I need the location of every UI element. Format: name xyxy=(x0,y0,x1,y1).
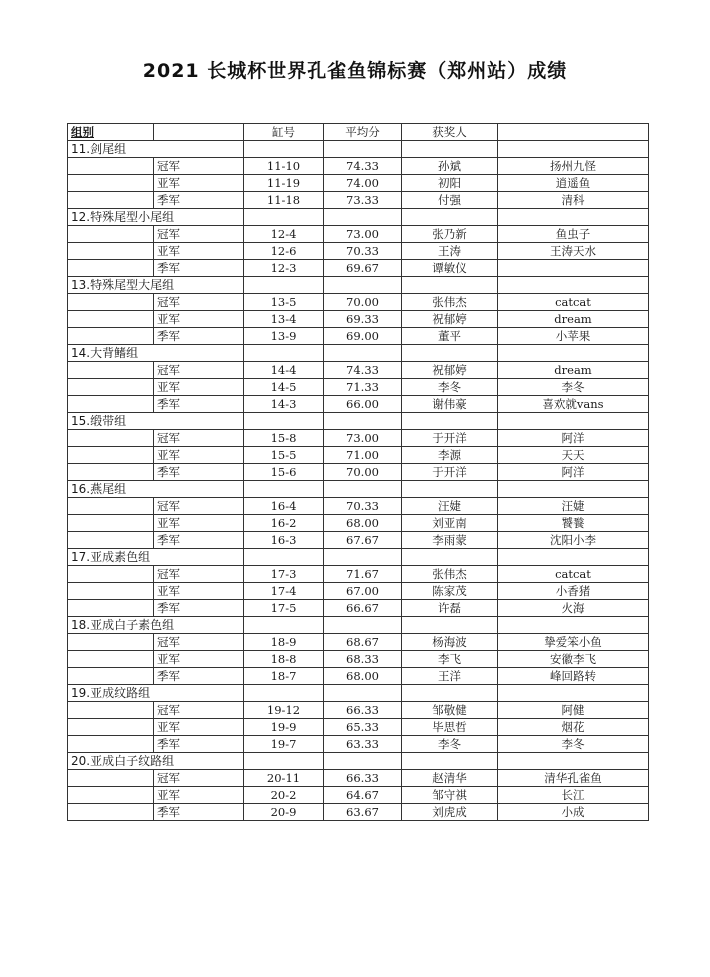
group-spacer-winner xyxy=(402,617,498,634)
indent-cell xyxy=(68,362,154,379)
place-label: 季军 xyxy=(154,532,244,549)
group-spacer-tank xyxy=(244,345,324,362)
group-row xyxy=(68,277,649,294)
group-spacer-score xyxy=(324,753,402,770)
indent-cell xyxy=(68,532,154,549)
group-spacer-score xyxy=(324,413,402,430)
result-row xyxy=(68,583,649,600)
place-label: 季军 xyxy=(154,736,244,753)
result-row xyxy=(68,396,649,413)
place-label: 亚军 xyxy=(154,175,244,192)
result-row xyxy=(68,226,649,243)
winner-name: 张乃新 xyxy=(402,226,498,243)
result-row xyxy=(68,294,649,311)
winner-name: 李冬 xyxy=(402,736,498,753)
group-spacer-winner xyxy=(402,345,498,362)
winner-name: 谭敏仪 xyxy=(402,260,498,277)
place-label: 亚军 xyxy=(154,583,244,600)
group-spacer-nick xyxy=(498,549,649,566)
group-spacer-score xyxy=(324,345,402,362)
place-label: 季军 xyxy=(154,260,244,277)
winner-nickname: 清华孔雀鱼 xyxy=(498,770,649,787)
result-row xyxy=(68,651,649,668)
tank-number: 20-11 xyxy=(244,770,324,787)
header-tank: 缸号 xyxy=(244,124,324,141)
place-label: 季军 xyxy=(154,396,244,413)
place-label: 季军 xyxy=(154,668,244,685)
indent-cell xyxy=(68,702,154,719)
tank-number: 15-5 xyxy=(244,447,324,464)
indent-cell xyxy=(68,566,154,583)
result-row xyxy=(68,566,649,583)
winner-nickname: 阿洋 xyxy=(498,464,649,481)
result-row xyxy=(68,634,649,651)
group-row xyxy=(68,549,649,566)
tank-number: 17-5 xyxy=(244,600,324,617)
average-score: 70.00 xyxy=(324,464,402,481)
average-score: 66.33 xyxy=(324,702,402,719)
winner-nickname: 扬州九怪 xyxy=(498,158,649,175)
group-name: 14.大背鳍组 xyxy=(68,345,244,362)
average-score: 68.00 xyxy=(324,515,402,532)
page-title: 2021 长城杯世界孔雀鱼锦标赛（郑州站）成绩 xyxy=(142,60,568,82)
winner-nickname: 饕餮 xyxy=(498,515,649,532)
winner-name: 谢伟豪 xyxy=(402,396,498,413)
average-score: 65.33 xyxy=(324,719,402,736)
indent-cell xyxy=(68,243,154,260)
result-row xyxy=(68,192,649,209)
place-label: 冠军 xyxy=(154,158,244,175)
winner-name: 毕思哲 xyxy=(402,719,498,736)
group-spacer-score xyxy=(324,481,402,498)
indent-cell xyxy=(68,787,154,804)
group-row xyxy=(68,141,649,158)
place-label: 亚军 xyxy=(154,719,244,736)
results-table xyxy=(67,123,649,821)
group-spacer-winner xyxy=(402,277,498,294)
indent-cell xyxy=(68,651,154,668)
result-row xyxy=(68,515,649,532)
header-score: 平均分 xyxy=(324,124,402,141)
winner-name: 陈家茂 xyxy=(402,583,498,600)
group-row xyxy=(68,481,649,498)
winner-name: 张伟杰 xyxy=(402,294,498,311)
group-name: 19.亚成纹路组 xyxy=(68,685,244,702)
result-row xyxy=(68,362,649,379)
winner-name: 王洋 xyxy=(402,668,498,685)
group-name: 16.燕尾组 xyxy=(68,481,244,498)
indent-cell xyxy=(68,158,154,175)
tank-number: 16-4 xyxy=(244,498,324,515)
result-row xyxy=(68,668,649,685)
place-label: 季军 xyxy=(154,192,244,209)
winner-name: 李源 xyxy=(402,447,498,464)
average-score: 68.00 xyxy=(324,668,402,685)
group-spacer-nick xyxy=(498,277,649,294)
result-row xyxy=(68,175,649,192)
header-group: 组别 xyxy=(68,124,154,141)
tank-number: 19-7 xyxy=(244,736,324,753)
tank-number: 12-3 xyxy=(244,260,324,277)
results-table-body xyxy=(68,124,649,821)
result-row xyxy=(68,260,649,277)
winner-name: 祝郁婷 xyxy=(402,311,498,328)
tank-number: 12-4 xyxy=(244,226,324,243)
tank-number: 13-4 xyxy=(244,311,324,328)
winner-nickname: 挚爱笨小鱼 xyxy=(498,634,649,651)
winner-name: 邹敬健 xyxy=(402,702,498,719)
winner-nickname: catcat xyxy=(498,566,649,583)
winner-name: 李雨蒙 xyxy=(402,532,498,549)
winner-name: 李冬 xyxy=(402,379,498,396)
average-score: 71.33 xyxy=(324,379,402,396)
place-label: 冠军 xyxy=(154,362,244,379)
winner-nickname: catcat xyxy=(498,294,649,311)
group-name: 18.亚成白子素色组 xyxy=(68,617,244,634)
winner-name: 李飞 xyxy=(402,651,498,668)
place-label: 亚军 xyxy=(154,379,244,396)
tank-number: 12-6 xyxy=(244,243,324,260)
group-row xyxy=(68,685,649,702)
indent-cell xyxy=(68,736,154,753)
average-score: 70.00 xyxy=(324,294,402,311)
average-score: 63.67 xyxy=(324,804,402,821)
tank-number: 16-2 xyxy=(244,515,324,532)
average-score: 66.67 xyxy=(324,600,402,617)
winner-nickname: 阿健 xyxy=(498,702,649,719)
group-row xyxy=(68,413,649,430)
indent-cell xyxy=(68,770,154,787)
group-spacer-score xyxy=(324,277,402,294)
place-label: 亚军 xyxy=(154,787,244,804)
indent-cell xyxy=(68,668,154,685)
result-row xyxy=(68,804,649,821)
winner-name: 杨海波 xyxy=(402,634,498,651)
group-row xyxy=(68,209,649,226)
average-score: 70.33 xyxy=(324,498,402,515)
group-spacer-nick xyxy=(498,413,649,430)
group-spacer-score xyxy=(324,141,402,158)
group-name: 15.缎带组 xyxy=(68,413,244,430)
average-score: 68.33 xyxy=(324,651,402,668)
tank-number: 17-3 xyxy=(244,566,324,583)
header-winner: 获奖人 xyxy=(402,124,498,141)
winner-nickname: 小香猪 xyxy=(498,583,649,600)
average-score: 69.67 xyxy=(324,260,402,277)
tank-number: 14-3 xyxy=(244,396,324,413)
header-place xyxy=(154,124,244,141)
indent-cell xyxy=(68,294,154,311)
tank-number: 20-2 xyxy=(244,787,324,804)
indent-cell xyxy=(68,719,154,736)
tank-number: 13-5 xyxy=(244,294,324,311)
group-spacer-nick xyxy=(498,685,649,702)
tank-number: 11-19 xyxy=(244,175,324,192)
average-score: 63.33 xyxy=(324,736,402,753)
average-score: 66.33 xyxy=(324,770,402,787)
table-header-row xyxy=(68,124,649,141)
average-score: 67.67 xyxy=(324,532,402,549)
indent-cell xyxy=(68,447,154,464)
winner-name: 许磊 xyxy=(402,600,498,617)
tank-number: 18-8 xyxy=(244,651,324,668)
winner-name: 刘亚南 xyxy=(402,515,498,532)
group-spacer-tank xyxy=(244,617,324,634)
indent-cell xyxy=(68,600,154,617)
tank-number: 18-7 xyxy=(244,668,324,685)
average-score: 68.67 xyxy=(324,634,402,651)
winner-nickname: 汪婕 xyxy=(498,498,649,515)
winner-nickname: dream xyxy=(498,362,649,379)
winner-name: 孙斌 xyxy=(402,158,498,175)
result-row xyxy=(68,311,649,328)
winner-name: 邹守祺 xyxy=(402,787,498,804)
winner-nickname: 小成 xyxy=(498,804,649,821)
tank-number: 11-10 xyxy=(244,158,324,175)
result-row xyxy=(68,787,649,804)
average-score: 66.00 xyxy=(324,396,402,413)
indent-cell xyxy=(68,311,154,328)
group-spacer-score xyxy=(324,549,402,566)
winner-nickname: 清科 xyxy=(498,192,649,209)
place-label: 季军 xyxy=(154,464,244,481)
result-row xyxy=(68,430,649,447)
winner-nickname: 鱼虫子 xyxy=(498,226,649,243)
group-spacer-winner xyxy=(402,753,498,770)
average-score: 64.67 xyxy=(324,787,402,804)
tank-number: 19-12 xyxy=(244,702,324,719)
winner-nickname: 李冬 xyxy=(498,379,649,396)
group-row xyxy=(68,753,649,770)
indent-cell xyxy=(68,328,154,345)
tank-number: 14-5 xyxy=(244,379,324,396)
group-name: 20.亚成白子纹路组 xyxy=(68,753,244,770)
average-score: 69.33 xyxy=(324,311,402,328)
result-row xyxy=(68,719,649,736)
place-label: 亚军 xyxy=(154,651,244,668)
winner-name: 于开洋 xyxy=(402,430,498,447)
winner-nickname: 王涛天水 xyxy=(498,243,649,260)
group-spacer-nick xyxy=(498,209,649,226)
place-label: 冠军 xyxy=(154,634,244,651)
result-row xyxy=(68,158,649,175)
winner-name: 于开洋 xyxy=(402,464,498,481)
group-spacer-nick xyxy=(498,141,649,158)
tank-number: 16-3 xyxy=(244,532,324,549)
tank-number: 11-18 xyxy=(244,192,324,209)
average-score: 73.00 xyxy=(324,226,402,243)
winner-nickname xyxy=(498,260,649,277)
winner-nickname: 逍遥鱼 xyxy=(498,175,649,192)
tank-number: 20-9 xyxy=(244,804,324,821)
result-row xyxy=(68,600,649,617)
result-row xyxy=(68,498,649,515)
winner-name: 赵清华 xyxy=(402,770,498,787)
winner-name: 王涛 xyxy=(402,243,498,260)
winner-nickname: dream xyxy=(498,311,649,328)
group-spacer-tank xyxy=(244,549,324,566)
average-score: 73.00 xyxy=(324,430,402,447)
group-spacer-score xyxy=(324,685,402,702)
winner-nickname: 沈阳小李 xyxy=(498,532,649,549)
group-spacer-nick xyxy=(498,481,649,498)
winner-nickname: 长江 xyxy=(498,787,649,804)
result-row xyxy=(68,243,649,260)
winner-name: 刘虎成 xyxy=(402,804,498,821)
indent-cell xyxy=(68,498,154,515)
group-spacer-nick xyxy=(498,753,649,770)
group-spacer-winner xyxy=(402,141,498,158)
group-spacer-tank xyxy=(244,141,324,158)
result-row xyxy=(68,447,649,464)
result-row xyxy=(68,736,649,753)
group-spacer-nick xyxy=(498,345,649,362)
average-score: 74.33 xyxy=(324,362,402,379)
group-spacer-score xyxy=(324,209,402,226)
winner-nickname: 火海 xyxy=(498,600,649,617)
group-row xyxy=(68,345,649,362)
winner-nickname: 烟花 xyxy=(498,719,649,736)
tank-number: 17-4 xyxy=(244,583,324,600)
place-label: 冠军 xyxy=(154,770,244,787)
average-score: 73.33 xyxy=(324,192,402,209)
group-row xyxy=(68,617,649,634)
average-score: 71.67 xyxy=(324,566,402,583)
group-spacer-tank xyxy=(244,277,324,294)
winner-nickname: 峰回路转 xyxy=(498,668,649,685)
tank-number: 13-9 xyxy=(244,328,324,345)
average-score: 74.00 xyxy=(324,175,402,192)
place-label: 季军 xyxy=(154,804,244,821)
indent-cell xyxy=(68,192,154,209)
tank-number: 14-4 xyxy=(244,362,324,379)
place-label: 亚军 xyxy=(154,447,244,464)
place-label: 冠军 xyxy=(154,566,244,583)
group-spacer-winner xyxy=(402,549,498,566)
place-label: 季军 xyxy=(154,600,244,617)
indent-cell xyxy=(68,226,154,243)
group-spacer-winner xyxy=(402,481,498,498)
winner-name: 祝郁婷 xyxy=(402,362,498,379)
place-label: 亚军 xyxy=(154,515,244,532)
indent-cell xyxy=(68,430,154,447)
winner-name: 董平 xyxy=(402,328,498,345)
group-spacer-nick xyxy=(498,617,649,634)
indent-cell xyxy=(68,464,154,481)
group-spacer-tank xyxy=(244,685,324,702)
average-score: 69.00 xyxy=(324,328,402,345)
result-row xyxy=(68,532,649,549)
indent-cell xyxy=(68,260,154,277)
result-row xyxy=(68,328,649,345)
group-spacer-tank xyxy=(244,413,324,430)
group-name: 13.特殊尾型大尾组 xyxy=(68,277,244,294)
group-spacer-winner xyxy=(402,685,498,702)
result-row xyxy=(68,770,649,787)
indent-cell xyxy=(68,175,154,192)
average-score: 74.33 xyxy=(324,158,402,175)
winner-name: 初阳 xyxy=(402,175,498,192)
place-label: 亚军 xyxy=(154,243,244,260)
group-name: 17.亚成素色组 xyxy=(68,549,244,566)
place-label: 冠军 xyxy=(154,498,244,515)
indent-cell xyxy=(68,515,154,532)
winner-name: 汪婕 xyxy=(402,498,498,515)
group-spacer-tank xyxy=(244,209,324,226)
winner-nickname: 小苹果 xyxy=(498,328,649,345)
average-score: 71.00 xyxy=(324,447,402,464)
group-spacer-winner xyxy=(402,413,498,430)
group-name: 12.特殊尾型小尾组 xyxy=(68,209,244,226)
average-score: 70.33 xyxy=(324,243,402,260)
result-row xyxy=(68,464,649,481)
tank-number: 19-9 xyxy=(244,719,324,736)
group-spacer-score xyxy=(324,617,402,634)
group-spacer-tank xyxy=(244,753,324,770)
average-score: 67.00 xyxy=(324,583,402,600)
winner-nickname: 安徽李飞 xyxy=(498,651,649,668)
indent-cell xyxy=(68,583,154,600)
winner-nickname: 李冬 xyxy=(498,736,649,753)
result-row xyxy=(68,702,649,719)
place-label: 冠军 xyxy=(154,702,244,719)
winner-name: 张伟杰 xyxy=(402,566,498,583)
place-label: 冠军 xyxy=(154,294,244,311)
place-label: 季军 xyxy=(154,328,244,345)
indent-cell xyxy=(68,396,154,413)
indent-cell xyxy=(68,804,154,821)
winner-nickname: 天天 xyxy=(498,447,649,464)
result-row xyxy=(68,379,649,396)
place-label: 亚军 xyxy=(154,311,244,328)
winner-nickname: 喜欢就vans xyxy=(498,396,649,413)
indent-cell xyxy=(68,634,154,651)
tank-number: 18-9 xyxy=(244,634,324,651)
tank-number: 15-6 xyxy=(244,464,324,481)
group-name: 11.剑尾组 xyxy=(68,141,244,158)
group-spacer-winner xyxy=(402,209,498,226)
place-label: 冠军 xyxy=(154,226,244,243)
tank-number: 15-8 xyxy=(244,430,324,447)
header-nickname xyxy=(498,124,649,141)
group-spacer-tank xyxy=(244,481,324,498)
winner-name: 付强 xyxy=(402,192,498,209)
place-label: 冠军 xyxy=(154,430,244,447)
winner-nickname: 阿洋 xyxy=(498,430,649,447)
indent-cell xyxy=(68,379,154,396)
